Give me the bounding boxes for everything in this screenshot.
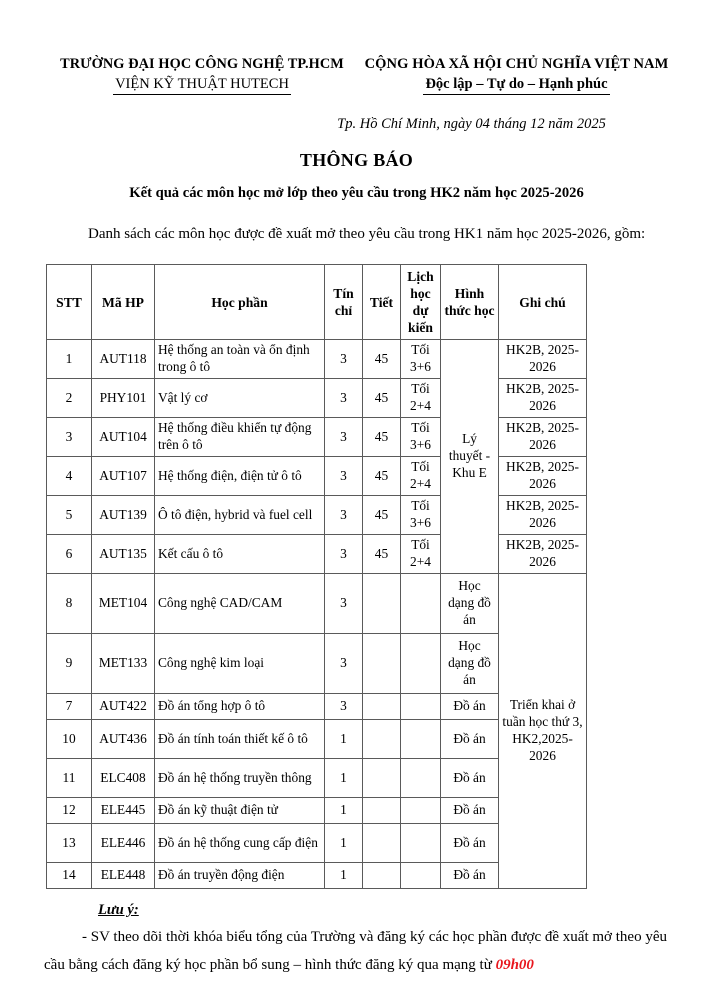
table-row <box>47 496 587 535</box>
page-title: THÔNG BÁO <box>299 150 414 170</box>
note-item-1 <box>44 924 667 980</box>
cell-schedule: Tối 3+6 <box>401 496 441 535</box>
cell-schedule <box>401 720 441 759</box>
cell-code: ELE445 <box>92 798 155 824</box>
courses-table <box>46 264 587 889</box>
cell-periods <box>363 634 401 694</box>
cell-mode: Đồ án <box>441 694 499 720</box>
cell-schedule: Tối 2+4 <box>401 379 441 418</box>
cell-periods <box>363 863 401 889</box>
cell-stt: 1 <box>47 340 92 379</box>
table-row <box>47 457 587 496</box>
cell-name: Công nghệ kim loại <box>155 634 325 694</box>
notes-label-line <box>44 902 667 919</box>
cell-code: AUT436 <box>92 720 155 759</box>
cell-periods: 45 <box>363 379 401 418</box>
cell-name: Đồ án truyền động điện <box>155 863 325 889</box>
cell-note: HK2B, 2025-2026 <box>499 418 587 457</box>
cell-code: AUT139 <box>92 496 155 535</box>
cell-mode: Đồ án <box>441 720 499 759</box>
cell-stt: 4 <box>47 457 92 496</box>
cell-periods <box>363 798 401 824</box>
cell-credits: 3 <box>325 634 363 694</box>
cell-credits: 3 <box>325 457 363 496</box>
cell-stt: 14 <box>47 863 92 889</box>
table-row <box>47 340 587 379</box>
cell-code: AUT118 <box>92 340 155 379</box>
cell-mode: Học dạng đồ án <box>441 634 499 694</box>
cell-credits: 3 <box>325 340 363 379</box>
cell-credits: 1 <box>325 863 363 889</box>
th-stt: STT <box>47 265 92 340</box>
cell-code: MET104 <box>92 574 155 634</box>
national-title: CỘNG HÒA XÃ HỘI CHỦ NGHĨA VIỆT NAM <box>364 56 669 72</box>
cell-name: Ô tô điện, hybrid và fuel cell <box>155 496 325 535</box>
cell-name: Hệ thống an toàn và ổn định trong ô tô <box>155 340 325 379</box>
cell-credits: 1 <box>325 759 363 798</box>
cell-credits: 3 <box>325 574 363 634</box>
cell-note: HK2B, 2025-2026 <box>499 379 587 418</box>
cell-note: HK2B, 2025-2026 <box>499 340 587 379</box>
cell-periods <box>363 720 401 759</box>
cell-name: Hệ thống điện, điện tử ô tô <box>155 457 325 496</box>
courses-table-wrapper <box>42 264 671 889</box>
cell-name: Đồ án hệ thống cung cấp điện <box>155 824 325 863</box>
cell-schedule: Tối 2+4 <box>401 457 441 496</box>
cell-code: ELE448 <box>92 863 155 889</box>
cell-schedule: Tối 3+6 <box>401 340 441 379</box>
cell-note: HK2B, 2025-2026 <box>499 535 587 574</box>
cell-code: PHY101 <box>92 379 155 418</box>
cell-mode: Đồ án <box>441 824 499 863</box>
cell-schedule <box>401 798 441 824</box>
cell-mode: Học dạng đồ án <box>441 574 499 634</box>
cell-code: AUT135 <box>92 535 155 574</box>
cell-note: HK2B, 2025-2026 <box>499 457 587 496</box>
cell-schedule <box>401 634 441 694</box>
intro-paragraph: Danh sách các môn học được đề xuất mở theo yêu cầu trong HK1 năm học 2025-2026, gồm: <box>88 226 646 242</box>
cell-stt: 6 <box>47 535 92 574</box>
th-mode: Hình thức học <box>441 265 499 340</box>
notes-label: Lưu ý: <box>98 902 139 919</box>
th-note: Ghi chú <box>499 265 587 340</box>
cell-note: HK2B, 2025-2026 <box>499 496 587 535</box>
note-item-1-highlight: 09h00 <box>495 957 534 973</box>
th-name: Học phần <box>155 265 325 340</box>
cell-schedule <box>401 824 441 863</box>
cell-name: Công nghệ CAD/CAM <box>155 574 325 634</box>
cell-stt: 9 <box>47 634 92 694</box>
cell-periods: 45 <box>363 535 401 574</box>
cell-credits: 1 <box>325 824 363 863</box>
cell-schedule <box>401 863 441 889</box>
university-name: TRƯỜNG ĐẠI HỌC CÔNG NGHỆ TP.HCM <box>60 56 344 72</box>
cell-code: AUT104 <box>92 418 155 457</box>
note-item-1-text: - SV theo dõi thời khóa biểu tổng của Trường và đăng ký các học phần được đề xuất mở theo yêu cầu bằng cách đăng ký học phần bổ sung – hình thức đăng ký qua mạng từ <box>44 929 667 973</box>
table-row <box>47 574 587 634</box>
national-motto: Độc lập – Tự do – Hạnh phúc <box>423 76 609 95</box>
cell-name: Đồ án kỹ thuật điện tử <box>155 798 325 824</box>
cell-periods <box>363 759 401 798</box>
cell-credits: 3 <box>325 418 363 457</box>
table-header-row <box>47 265 587 340</box>
cell-note-project-group: Triển khai ở tuần học thứ 3, HK2,2025-2026 <box>499 574 587 889</box>
cell-mode: Đồ án <box>441 798 499 824</box>
th-code: Mã HP <box>92 265 155 340</box>
cell-code: MET133 <box>92 634 155 694</box>
date-line: Tp. Hồ Chí Minh, ngày 04 tháng 12 năm 2025 <box>337 116 606 132</box>
cell-code: ELC408 <box>92 759 155 798</box>
cell-periods: 45 <box>363 457 401 496</box>
institute-name: VIỆN KỸ THUẬT HUTECH <box>113 76 291 95</box>
cell-periods <box>363 694 401 720</box>
cell-mode: Đồ án <box>441 759 499 798</box>
cell-schedule: Tối 2+4 <box>401 535 441 574</box>
th-schedule: Lịch học dự kiến <box>401 265 441 340</box>
th-credits: Tín chỉ <box>325 265 363 340</box>
cell-name: Đồ án hệ thống truyền thông <box>155 759 325 798</box>
cell-periods <box>363 824 401 863</box>
cell-stt: 13 <box>47 824 92 863</box>
cell-schedule: Tối 3+6 <box>401 418 441 457</box>
cell-periods: 45 <box>363 418 401 457</box>
cell-stt: 3 <box>47 418 92 457</box>
cell-stt: 11 <box>47 759 92 798</box>
table-row <box>47 379 587 418</box>
cell-name: Đồ án tính toán thiết kế ô tô <box>155 720 325 759</box>
cell-code: AUT107 <box>92 457 155 496</box>
cell-stt: 8 <box>47 574 92 634</box>
table-row <box>47 418 587 457</box>
cell-credits: 3 <box>325 379 363 418</box>
cell-stt: 5 <box>47 496 92 535</box>
letterhead <box>42 56 671 95</box>
cell-schedule <box>401 574 441 634</box>
cell-credits: 3 <box>325 694 363 720</box>
cell-stt: 10 <box>47 720 92 759</box>
cell-credits: 1 <box>325 720 363 759</box>
cell-stt: 12 <box>47 798 92 824</box>
cell-credits: 1 <box>325 798 363 824</box>
cell-name: Kết cấu ô tô <box>155 535 325 574</box>
cell-schedule <box>401 694 441 720</box>
cell-periods <box>363 574 401 634</box>
cell-periods: 45 <box>363 496 401 535</box>
cell-periods: 45 <box>363 340 401 379</box>
cell-name: Hệ thống điều khiển tự động trên ô tô <box>155 418 325 457</box>
page-subtitle: Kết quả các môn học mở lớp theo yêu cầu trong HK2 năm học 2025-2026 <box>129 185 584 201</box>
letterhead-left <box>42 56 362 95</box>
cell-credits: 3 <box>325 535 363 574</box>
cell-stt: 7 <box>47 694 92 720</box>
cell-schedule <box>401 759 441 798</box>
cell-mode: Đồ án <box>441 863 499 889</box>
cell-name: Vật lý cơ <box>155 379 325 418</box>
th-periods: Tiết <box>363 265 401 340</box>
table-row <box>47 535 587 574</box>
cell-mode-theory-group: Lý thuyết - Khu E <box>441 340 499 574</box>
cell-code: ELE446 <box>92 824 155 863</box>
letterhead-right <box>362 56 671 95</box>
cell-credits: 3 <box>325 496 363 535</box>
notes-section <box>42 902 671 980</box>
cell-name: Đồ án tổng hợp ô tô <box>155 694 325 720</box>
cell-stt: 2 <box>47 379 92 418</box>
cell-code: AUT422 <box>92 694 155 720</box>
